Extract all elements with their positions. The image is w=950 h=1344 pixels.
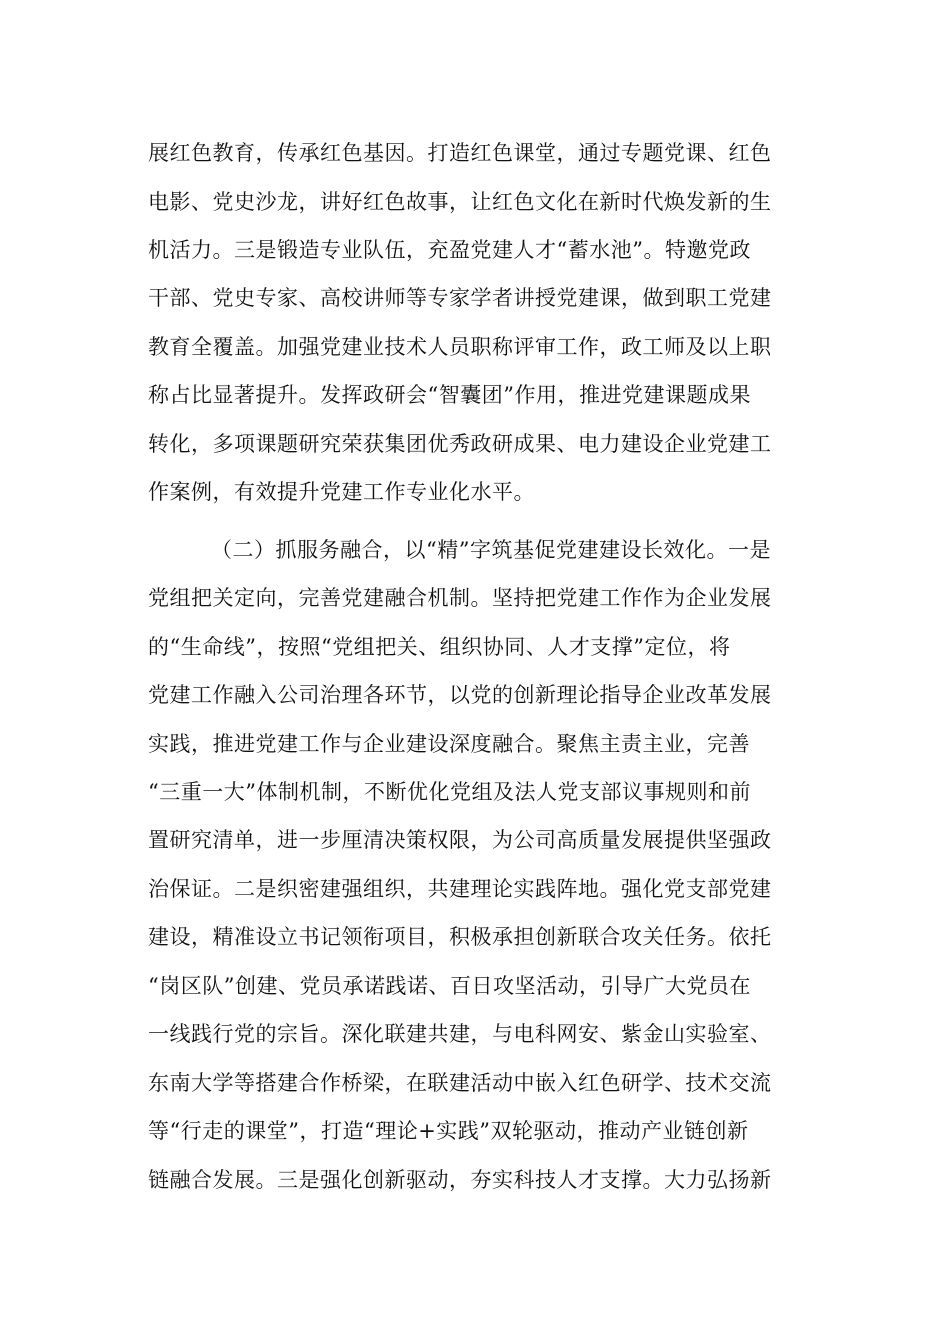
- text-line-13: 实践，推进党建工作与企业建设深度融合。聚焦主责主业，完善: [148, 732, 750, 756]
- text-line-14: “三重一大”体制机制，不断优化党组及法人党支部议事规则和前: [148, 780, 751, 804]
- text-line-16: 治保证。二是织密建强组织，共建理论实践阵地。强化党支部党建: [148, 877, 772, 901]
- text-line-4: 干部、党史专家、高校讲师等专家学者讲授党建课，做到职工党建: [148, 286, 772, 310]
- text-line-2: 电影、党史沙龙，讲好红色故事，让红色文化在新时代焕发新的生: [148, 190, 772, 214]
- text-line-22: 链融合发展。三是强化创新驱动，夯实科技人才支撑。大力弘扬新: [148, 1168, 772, 1192]
- text-line-17: 建设，精准设立书记领衔项目，积极承担创新联合攻关任务。依托: [148, 925, 772, 949]
- text-line-10: 党组把关定向，完善党建融合机制。坚持把党建工作作为企业发展: [148, 586, 772, 610]
- text-line-7: 转化，多项课题研究荣获集团优秀政研成果、电力建设企业党建工: [148, 432, 772, 456]
- text-line-18: “岗区队”创建、党员承诺践诺、百日攻坚活动，引导广大党员在: [148, 974, 751, 998]
- text-line-8: 作案例，有效提升党建工作专业化水平。: [148, 480, 535, 504]
- text-line-20: 东南大学等搭建合作桥梁，在联建活动中嵌入红色研学、技术交流: [148, 1071, 772, 1095]
- text-line-5: 教育全覆盖。加强党建业技术人员职称评审工作，政工师及以上职: [148, 335, 772, 359]
- text-line-1: 展红色教育，传承红色基因。打造红色课堂，通过专题党课、红色: [148, 141, 772, 165]
- text-line-19: 一线践行党的宗旨。深化联建共建，与电科网安、紫金山实验室、: [148, 1022, 772, 1046]
- text-line-21: 等“行走的课堂”，打造“理论+实践”双轮驱动，推动产业链创新: [148, 1119, 749, 1143]
- text-line-6: 称占比显著提升。发挥政研会“智囊团”作用，推进党建课题成果: [148, 383, 751, 407]
- text-line-3: 机活力。三是锻造专业队伍，充盈党建人才“蓄水池”。特邀党政: [148, 238, 751, 262]
- text-line-12: 党建工作融入公司治理各环节，以党的创新理论指导企业改革发展: [148, 683, 772, 707]
- text-line-15: 置研究清单，进一步厘清决策权限，为公司高质量发展提供坚强政: [148, 828, 772, 852]
- text-line-11: 的“生命线”，按照“党组把关、组织协同、人才支撑”定位，将: [148, 635, 731, 659]
- text-line-9: （二）抓服务融合，以“精”字筑基促党建建设长效化。一是: [211, 538, 771, 562]
